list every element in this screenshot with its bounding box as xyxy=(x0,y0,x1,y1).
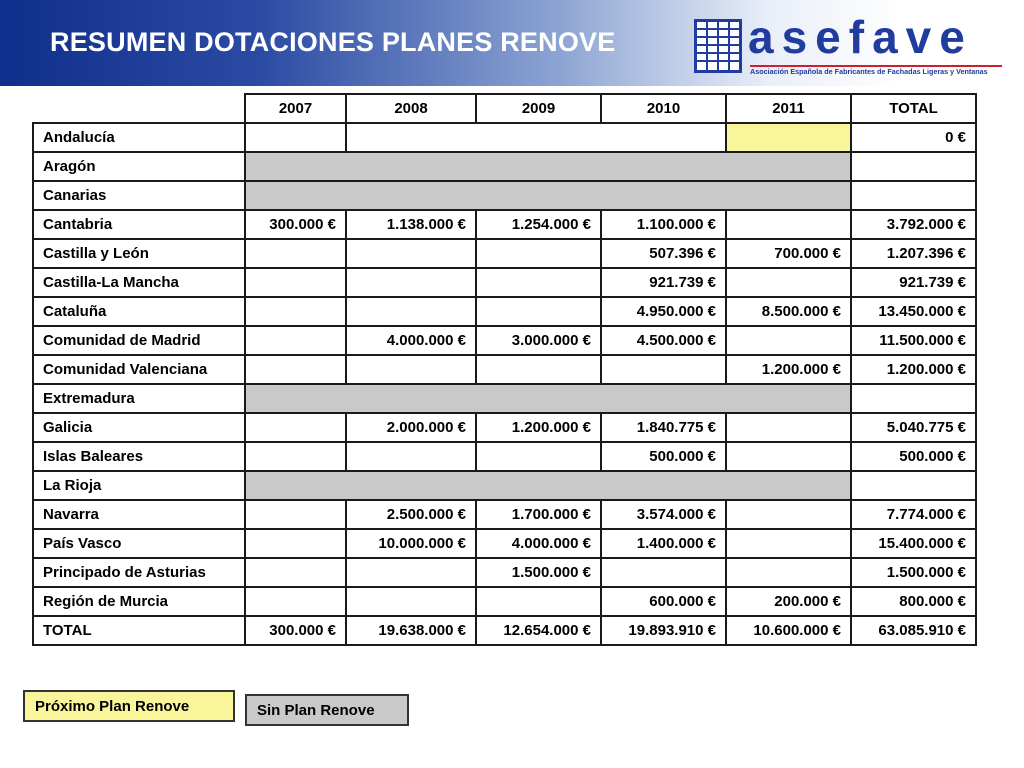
total-cell: 3.792.000 € xyxy=(851,210,976,239)
value-cell xyxy=(245,297,346,326)
logo-subtitle: Asociación Española de Fabricantes de Fachadas Ligeras y Ventanas xyxy=(750,67,988,76)
value-cell xyxy=(726,413,851,442)
value-cell xyxy=(245,268,346,297)
total-cell: 800.000 € xyxy=(851,587,976,616)
total-cell: 13.450.000 € xyxy=(851,297,976,326)
region-cell: Región de Murcia xyxy=(33,587,245,616)
asefave-logo xyxy=(694,11,1010,79)
value-cell: 4.950.000 € xyxy=(601,297,726,326)
value-cell xyxy=(726,326,851,355)
value-cell: 4.500.000 € xyxy=(601,326,726,355)
table-row xyxy=(33,558,976,587)
table-row xyxy=(33,123,976,152)
value-cell xyxy=(245,587,346,616)
table-row xyxy=(33,152,976,181)
value-cell xyxy=(346,558,476,587)
total-cell xyxy=(851,181,976,210)
value-cell xyxy=(346,355,476,384)
value-cell xyxy=(245,355,346,384)
total-cell: 500.000 € xyxy=(851,442,976,471)
value-cell xyxy=(245,442,346,471)
value-cell: 8.500.000 € xyxy=(726,297,851,326)
value-cell xyxy=(601,558,726,587)
table-row xyxy=(33,355,976,384)
region-cell: Andalucía xyxy=(33,123,245,152)
value-cell xyxy=(245,239,346,268)
value-cell: 1.400.000 € xyxy=(601,529,726,558)
col-header-total: TOTAL xyxy=(851,94,976,123)
region-cell: Comunidad de Madrid xyxy=(33,326,245,355)
value-cell xyxy=(245,529,346,558)
table-row xyxy=(33,181,976,210)
total-cell: 5.040.775 € xyxy=(851,413,976,442)
table-row xyxy=(33,268,976,297)
region-cell: La Rioja xyxy=(33,471,245,500)
value-cell xyxy=(476,442,601,471)
value-cell: 200.000 € xyxy=(726,587,851,616)
empty-merged-cell xyxy=(346,123,726,152)
value-cell: 19.893.910 € xyxy=(601,616,726,645)
legend-sin-plan-renove: Sin Plan Renove xyxy=(245,694,409,726)
region-cell: Castilla-La Mancha xyxy=(33,268,245,297)
total-cell: 921.739 € xyxy=(851,268,976,297)
table-row xyxy=(33,587,976,616)
value-cell xyxy=(726,268,851,297)
region-cell: Aragón xyxy=(33,152,245,181)
region-cell: Canarias xyxy=(33,181,245,210)
value-cell: 2.500.000 € xyxy=(346,500,476,529)
header-corner-cell xyxy=(33,94,245,123)
table-header-row xyxy=(33,94,976,123)
region-cell: Cataluña xyxy=(33,297,245,326)
value-cell xyxy=(476,239,601,268)
total-cell xyxy=(851,152,976,181)
value-cell xyxy=(245,558,346,587)
value-cell: 500.000 € xyxy=(601,442,726,471)
value-cell: 10.600.000 € xyxy=(726,616,851,645)
value-cell: 1.138.000 € xyxy=(346,210,476,239)
value-cell: 700.000 € xyxy=(726,239,851,268)
value-cell: 4.000.000 € xyxy=(346,326,476,355)
value-cell: 300.000 € xyxy=(245,616,346,645)
value-cell xyxy=(346,297,476,326)
value-cell xyxy=(601,355,726,384)
total-cell: 63.085.910 € xyxy=(851,616,976,645)
total-cell: 0 € xyxy=(851,123,976,152)
value-cell xyxy=(245,500,346,529)
table-total-row xyxy=(33,616,976,645)
value-cell xyxy=(245,413,346,442)
col-header-2010: 2010 xyxy=(601,94,726,123)
value-cell xyxy=(476,355,601,384)
region-cell: Comunidad Valenciana xyxy=(33,355,245,384)
value-cell: 4.000.000 € xyxy=(476,529,601,558)
value-cell xyxy=(726,442,851,471)
region-cell: Principado de Asturias xyxy=(33,558,245,587)
region-cell: Islas Baleares xyxy=(33,442,245,471)
value-cell: 2.000.000 € xyxy=(346,413,476,442)
region-cell: TOTAL xyxy=(33,616,245,645)
table-row xyxy=(33,210,976,239)
value-cell: 10.000.000 € xyxy=(346,529,476,558)
total-cell: 1.500.000 € xyxy=(851,558,976,587)
value-cell: 300.000 € xyxy=(245,210,346,239)
region-cell: Navarra xyxy=(33,500,245,529)
sin-plan-cell xyxy=(245,384,851,413)
value-cell xyxy=(726,500,851,529)
table-row xyxy=(33,384,976,413)
value-cell xyxy=(726,529,851,558)
value-cell xyxy=(476,297,601,326)
col-header-2008: 2008 xyxy=(346,94,476,123)
value-cell: 19.638.000 € xyxy=(346,616,476,645)
table-row xyxy=(33,442,976,471)
table-row xyxy=(33,471,976,500)
logo-wordmark: asefave xyxy=(748,11,973,63)
value-cell: 1.200.000 € xyxy=(726,355,851,384)
col-header-2009: 2009 xyxy=(476,94,601,123)
value-cell: 921.739 € xyxy=(601,268,726,297)
value-cell: 3.000.000 € xyxy=(476,326,601,355)
value-cell xyxy=(245,326,346,355)
sin-plan-cell xyxy=(245,152,851,181)
value-cell xyxy=(245,123,346,152)
total-cell: 1.207.396 € xyxy=(851,239,976,268)
value-cell xyxy=(476,268,601,297)
table-row xyxy=(33,529,976,558)
region-cell: Extremadura xyxy=(33,384,245,413)
value-cell: 3.574.000 € xyxy=(601,500,726,529)
value-cell: 12.654.000 € xyxy=(476,616,601,645)
value-cell: 1.254.000 € xyxy=(476,210,601,239)
value-cell xyxy=(346,268,476,297)
value-cell xyxy=(346,442,476,471)
value-cell xyxy=(476,587,601,616)
table-row xyxy=(33,413,976,442)
total-cell: 7.774.000 € xyxy=(851,500,976,529)
value-cell: 1.840.775 € xyxy=(601,413,726,442)
value-cell: 1.100.000 € xyxy=(601,210,726,239)
total-cell: 15.400.000 € xyxy=(851,529,976,558)
total-cell: 11.500.000 € xyxy=(851,326,976,355)
value-cell xyxy=(346,587,476,616)
value-cell: 507.396 € xyxy=(601,239,726,268)
page-title: RESUMEN DOTACIONES PLANES RENOVE xyxy=(50,27,616,57)
value-cell xyxy=(726,210,851,239)
value-cell: 1.700.000 € xyxy=(476,500,601,529)
region-cell: Cantabria xyxy=(33,210,245,239)
value-cell xyxy=(346,239,476,268)
total-cell xyxy=(851,471,976,500)
col-header-2007: 2007 xyxy=(245,94,346,123)
sin-plan-cell xyxy=(245,181,851,210)
header-banner xyxy=(0,0,1024,86)
value-cell xyxy=(726,558,851,587)
value-cell: 1.200.000 € xyxy=(476,413,601,442)
value-cell: 1.500.000 € xyxy=(476,558,601,587)
logo-grid-icon xyxy=(694,19,742,73)
total-cell xyxy=(851,384,976,413)
table-row xyxy=(33,500,976,529)
table-row xyxy=(33,297,976,326)
col-header-2011: 2011 xyxy=(726,94,851,123)
region-cell: Castilla y León xyxy=(33,239,245,268)
renove-table xyxy=(32,93,977,646)
total-cell: 1.200.000 € xyxy=(851,355,976,384)
value-cell: 600.000 € xyxy=(601,587,726,616)
table-row xyxy=(33,239,976,268)
legend-proximo-plan-renove: Próximo Plan Renove xyxy=(23,690,235,722)
proximo-plan-cell xyxy=(726,123,851,152)
table-row xyxy=(33,326,976,355)
region-cell: País Vasco xyxy=(33,529,245,558)
region-cell: Galicia xyxy=(33,413,245,442)
sin-plan-cell xyxy=(245,471,851,500)
